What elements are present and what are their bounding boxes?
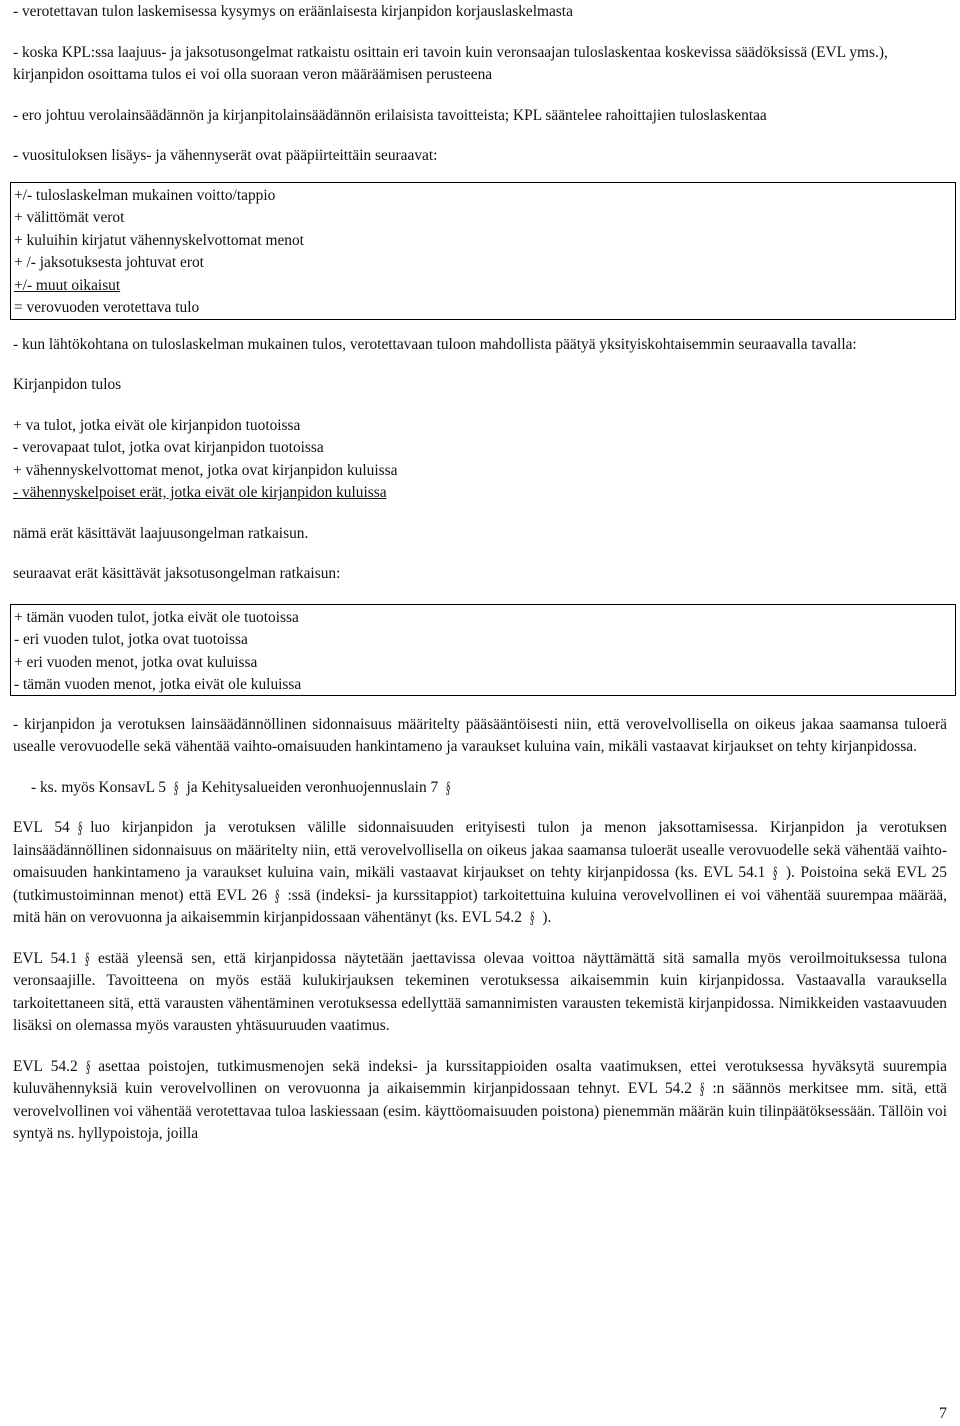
tail-paragraph-4 [13,948,947,1038]
box1-row-total: = verovuoden verotettava tulo [14,299,200,316]
box2-row: + eri vuoden menot, jotka ovat kuluissa [14,653,258,671]
section-sign: § [772,862,780,883]
evl541-label: EVL 54.1 [13,949,78,967]
tail-paragraph-5 [13,1056,947,1146]
evl54-text: luo kirjanpidon ja verotuksen välille sidonnaisuuden erityisesti tulon ja menon jaksottamisessa. Kirjanpidon ja verotuksen lainsäädännöllinen sidonnaisuus on määritelty niin, että verovelvollisella on oikeus jakaa saamansa tuloerät usealle verovuodelle sekä vähentää vaihto-omaisuuden hankintameno ja varaukset kuluina vain, mikäli vastaavat kirjaukset on tehty kirjanpidossa (ks. EVL 54.1 [13,819,947,881]
evl54-text-2: ). Poistoina sekä EVL 25 (tutkimustoiminnan menot) että EVL 26 [13,864,947,904]
box1-row: +/- tuloslaskelman mukainen voitto/tappio [14,186,276,204]
intro-line-1: - verotettavan tulon laskemisessa kysymys on eräänlaisesta kirjanpidon korjauslaskelmasta [13,3,573,20]
intro-line-2: - koska KPL:ssa laajuus- ja jaksotusongelmat ratkaistu osittain eri tavoin kuin veronsaajan tuloslaskentaa koskevissa säädöksissä (EVL yms.), kirjanpidon osoittama tulos ei voi olla suoraan veron määräämisen perusteena [13,43,888,83]
box1-row: + kuluihin kirjatut vähennyskelvottomat menot [14,231,304,249]
mid-paragraph-1: - kun lähtökohtana on tuloslaskelman mukainen tulos, verotettavaan tuloon mahdollista päätyä yksityiskohtaisemmin seuraavalla tavalla: [13,335,857,353]
page-number: 7 [939,1405,947,1422]
intro-line-3: - ero johtuu verolainsäädännön ja kirjanpitolainsäädännön erilaisista tavoitteista; KPL sääntelee rahoittajien tuloslaskentaa [13,106,767,124]
evl54-text-4: ). [542,909,552,926]
list-item: + va tulot, jotka eivät ole kirjanpidon tuotoissa [13,416,301,434]
section-sign: § [76,817,84,838]
box2-row: - tämän vuoden menot, jotka eivät ole kuluissa [14,676,302,693]
section-sign: § [84,1055,92,1077]
evl542-text: asettaa poistojen, tutkimusmenojen sekä indeksi- ja kurssitappioiden osalta vaatimuksen, ettei verotuksessa hyväksytä suurempia kuluvähennyksiä kuin verovelvollinen on verovuonna ja aikaisemmin kirjanpidossaan tehnyt. EVL 54.2 [13,1057,947,1097]
box1-row: + /- jaksotuksesta johtuvat erot [14,254,204,271]
evl54-label: EVL 54 [13,819,70,836]
evl54-text-3: :ssä (indeksi- ja kurssitappiot) tarkoitettuina kuluina verovelvollinen ei voi vähentää suurempaa määrää, mitä hän on verovuonna ja aikaisemmin kirjanpidossaan vähentänyt (ks. EVL 54.2 [13,886,947,926]
section-sign: § [445,776,452,798]
section-sign: § [172,776,180,798]
section-sign: § [84,947,92,969]
kehitysalue-reference: ja Kehitysalueiden veronhuojennuslain 7 [186,778,439,796]
evl542-label: EVL 54.2 [13,1057,78,1075]
adjustment-box-2 [10,604,956,696]
list-item: + vähennyskelvottomat menot, jotka ovat kirjanpidon kuluissa [13,461,398,479]
list-item-underlined: - vähennyskelpoiset erät, jotka eivät ole kirjanpidon kuluissa [13,484,387,501]
box2-row: + tämän vuoden tulot, jotka eivät ole tuotoissa [14,608,299,626]
box1-row: + välittömät verot [14,209,125,226]
box2-row: - eri vuoden tulot, jotka ovat tuotoissa [14,631,248,648]
adjustment-list [13,415,947,505]
adjustment-box-1 [10,182,956,320]
section-sign: § [528,907,536,928]
tail-paragraph-3 [13,817,947,930]
konsavl-reference: - ks. myös KonsavL 5 [31,778,166,796]
section-sign: § [698,1078,706,1099]
list-item: - verovapaat tulot, jotka ovat kirjanpidon tuotoissa [13,439,324,456]
intro-line-4: - vuosituloksen lisäys- ja vähennyserät ovat pääpiirteittäin seuraavat: [13,147,438,164]
evl541-text: estää yleensä sen, että kirjanpidossa näytetään jaettavissa olevaa voittoa näyttämättä sitä samalla myös veroilmoituksessa tulona veronsaajille. Tavoitteena on myös estää kulukirjauksen tekeminen verotuksessa aikaisemmin kuin kirjanpidossa. Vastaavalla varauksella tarkoitettaneen sitä, että varausten vähentäminen verotuksessa edellyttää samannimisten varausten tekemistä kirjanpidossa. Nimikkeiden vastaavuuden lisäksi on olemassa myös varausten yhtäsuuruuden vaatimus. [13,949,947,1034]
mid-paragraph-4: seuraavat erät käsittävät jaksotusongelman ratkaisun: [13,565,341,582]
document-page [13,0,947,1146]
mid-paragraph-3: nämä erät käsittävät laajuusongelman ratkaisun. [13,524,309,542]
evl542-text-2: :n säännös merkitsee mm. sitä, että verovelvollinen voi vähentää verotettavaa tuloa laskiessaan (esim. käyttöomaisuuden poistona) pienemmän määrän kuin tilinpäätöksessään. Tällöin voi syntyä ns. hyllypoistoja, joilla [13,1080,947,1142]
box1-row-underlined: +/- muut oikaisut [14,276,121,294]
tail-paragraph-2 [13,777,947,800]
section-sign: § [273,884,281,906]
kirjanpidon-tulos-heading: Kirjanpidon tulos [13,376,122,393]
tail-paragraph-1: - kirjanpidon ja verotuksen lainsäädännöllinen sidonnaisuus määritelty pääsääntöisesti niin, että verovelvollisella on oikeus jakaa saamansa tuloerä usealle verovuodelle sekä vähentää vaihto-omaisuuden hankintameno ja varaukset kuluina vain, mikäli vastaavat kirjaukset on tehty kirjanpidossa. [13,715,947,755]
